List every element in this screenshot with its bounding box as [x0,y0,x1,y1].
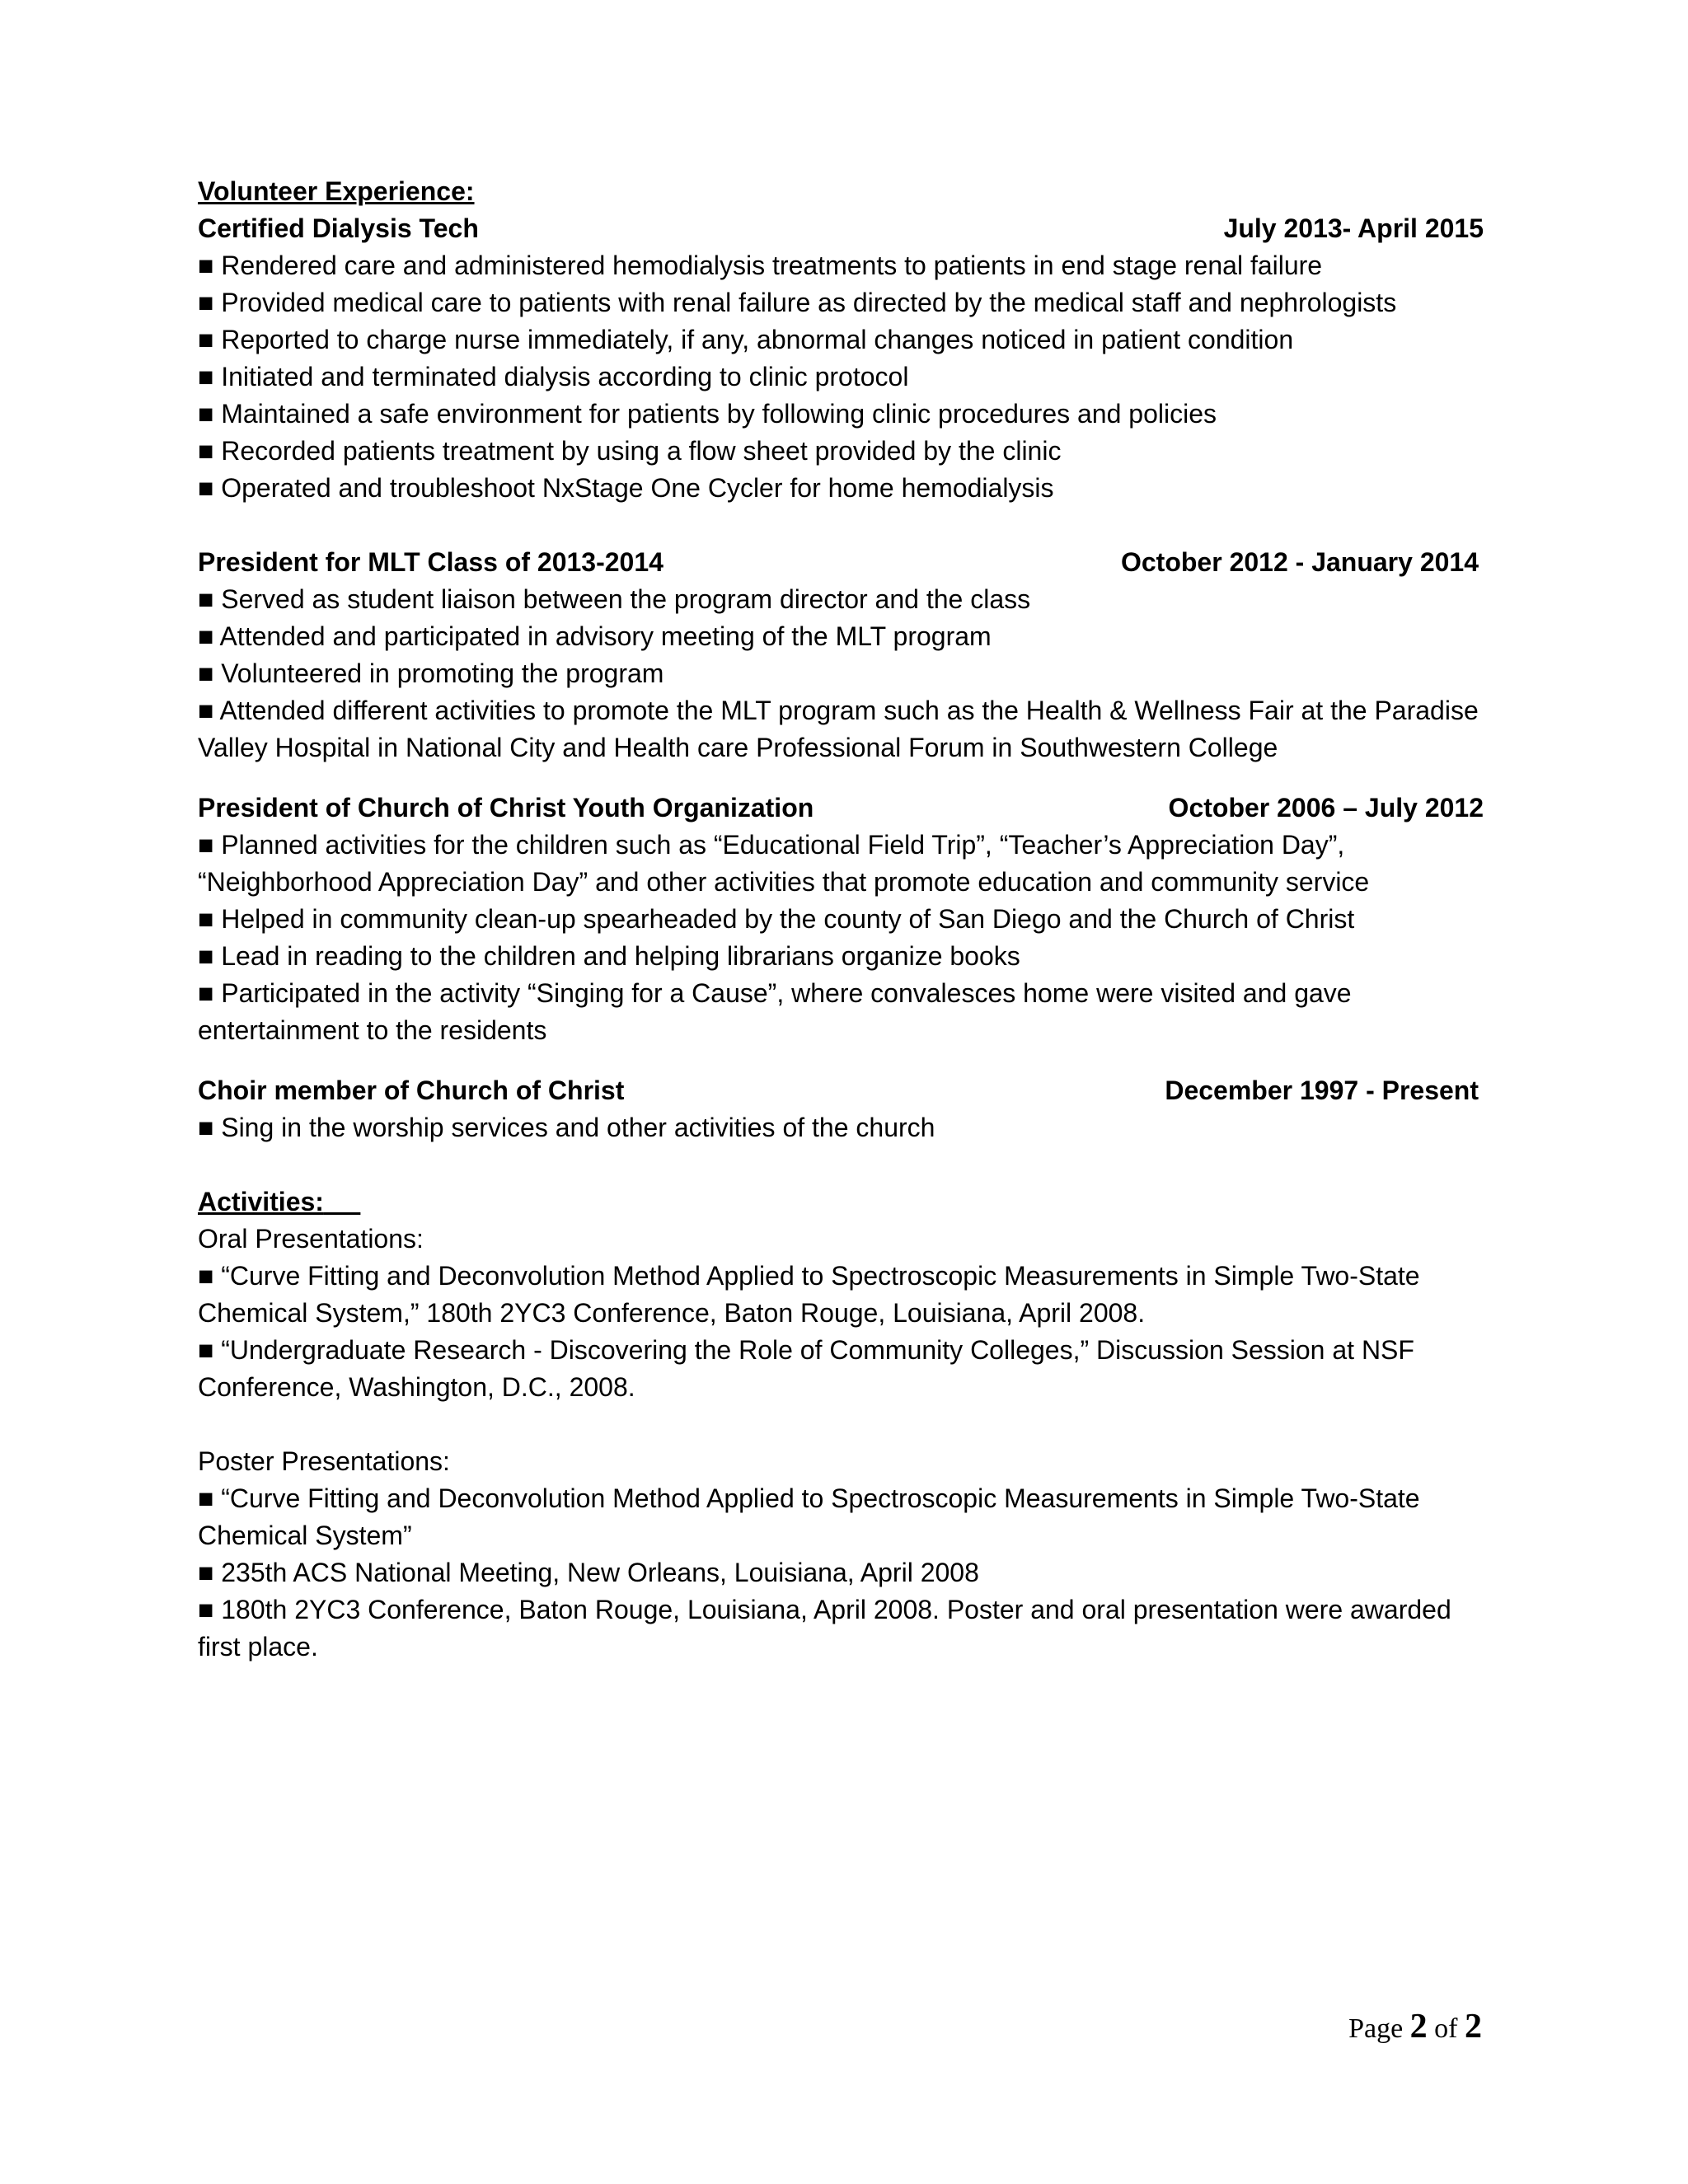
entry-date: October 2006 – July 2012 [1168,793,1484,823]
entry-title: President of Church of Christ Youth Organization [198,793,814,823]
poster-presentations-label: Poster Presentations: [198,1446,450,1476]
spacer [198,1049,1484,1072]
bullet-item: ■ 235th ACS National Meeting, New Orleans, Louisiana, April 2008 [198,1558,979,1587]
entry-header [198,790,1484,827]
of-word: of [1434,2013,1458,2044]
entry-header [198,210,1484,247]
bullet-item: ■ Served as student liaison between the program director and the class [198,584,1031,614]
entry-date: October 2012 - January 2014 [1120,547,1479,577]
bullet-item: ■ Sing in the worship services and other activities of the church [198,1113,935,1142]
volunteer-heading: Volunteer Experience: [198,176,475,206]
entry-header [198,544,1484,581]
activities-heading: Activities: [198,1187,324,1216]
entry-title: Certified Dialysis Tech [198,213,479,243]
spacer [198,1146,1484,1183]
bullet-item: ■ Reported to charge nurse immediately, if any, abnormal changes noticed in patient condition [198,325,1294,354]
spacer [198,766,1484,790]
page-word: Page [1348,2013,1404,2044]
entry-date: December 1997 - Present [1165,1076,1479,1105]
entry-title: President for MLT Class of 2013-2014 [198,547,663,577]
bullet-item: ■ “Undergraduate Research - Discovering the Role of Community Colleges,” Discussion Session at NSF Conference, Washington, D.C., 2008. [198,1335,1414,1402]
spacer [198,507,1484,544]
bullet-item: ■ Planned activities for the children such as “Educational Field Trip”, “Teacher’s Appreciation Day”, “Neighborhood Appreciation Day” and other activities that promote education and community service [198,830,1370,897]
bullet-item: ■ Operated and troubleshoot NxStage One Cycler for home hemodialysis [198,473,1054,503]
bullet-item: ■ “Curve Fitting and Deconvolution Method Applied to Spectroscopic Measurements in Simple Two-State Chemical System,” 180th 2YC3 Conference, Baton Rouge, Louisiana, April 2008. [198,1261,1420,1328]
bullet-item: ■ Participated in the activity “Singing for a Cause”, where convalesces home were visited and gave entertainment to the residents [198,978,1352,1045]
bullet-item: ■ Volunteered in promoting the program [198,658,664,688]
oral-presentations-label: Oral Presentations: [198,1224,424,1254]
bullet-item: ■ Provided medical care to patients with renal failure as directed by the medical staff and nephrologists [198,288,1397,317]
entry-date: July 2013- April 2015 [1223,213,1484,243]
page-content [198,173,1484,1666]
bullet-item: ■ 180th 2YC3 Conference, Baton Rouge, Louisiana, April 2008. Poster and oral presentation were awarded first place. [198,1595,1451,1661]
entry-header [198,1072,1484,1109]
bullet-item: ■ Lead in reading to the children and helping librarians organize books [198,941,1020,971]
bullet-item: ■ Attended and participated in advisory meeting of the MLT program [198,621,992,651]
bullet-item: ■ Attended different activities to promote the MLT program such as the Health & Wellness Fair at the Paradise Valley Hospital in National City and Health care Professional Forum in Southwestern College [198,696,1479,762]
bullet-item: ■ Helped in community clean-up spearheaded by the county of San Diego and the Church of Christ [198,904,1355,934]
bullet-item: ■ Recorded patients treatment by using a flow sheet provided by the clinic [198,436,1062,466]
page-total: 2 [1465,2008,1482,2046]
spacer [198,1406,1484,1443]
bullet-item: ■ “Curve Fitting and Deconvolution Method Applied to Spectroscopic Measurements in Simple Two-State Chemical System” [198,1483,1420,1550]
page-number [1348,2007,1482,2046]
bullet-item: ■ Rendered care and administered hemodialysis treatments to patients in end stage renal failure [198,251,1323,280]
bullet-item: ■ Maintained a safe environment for patients by following clinic procedures and policies [198,399,1217,429]
page-current: 2 [1409,2008,1428,2046]
bullet-item: ■ Initiated and terminated dialysis according to clinic protocol [198,362,909,391]
entry-title: Choir member of Church of Christ [198,1076,625,1105]
